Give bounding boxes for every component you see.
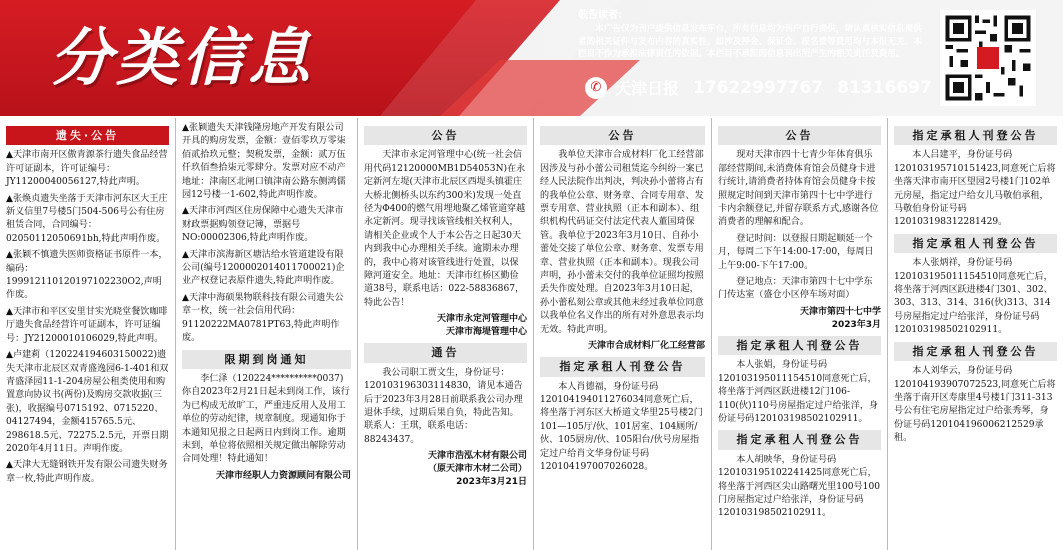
list-item: ▲张颖遗失天津钱隆房地产开发有限公司开具的购房发票，金额：壹佰零玖万零柒佰贰拾玖元整；契税发票，金额：贰万伍仟玖佰叁拾柒元零肆分。发票对应不动产地址：津南区北闸口镇津南公路东侧鸿儒园12号楼一1-602,特此声明作废。: [182, 123, 346, 201]
header-banner: [0, 0, 1063, 116]
list-item: ▲卢建莉（120224194603150022)遗失天津市北辰区双青盛逸园6-1-401和双青盛泽园11-1-204房屋公租类使用和购置意向协议书(两份)及购房交款收据(三张)，收据编号0715192、0715220、04127494，金额415765.5元、298618.5元、72275.2.5元，开票日期2020年4月11日。声明作废。: [6, 350, 169, 454]
list-item: ▲天津市南开区傲青源茶行遗失食品经营许可证副本，许可证编号：JY11200040056127,特此声明。: [6, 150, 168, 188]
brand-name: 天津日报: [615, 79, 680, 98]
notice-text: 我单位天津市合成材料厂化工经营部因涉及与孙小蕾公司租赁迄今纠纷一案已经人民法院作出判决，判决孙小蕾将占有的我单位公章、财务章、合同专用章、发票专用章、营业执照（正本和副本）、组织机构代码证交付法定代表人董国琦保管。我单位于2023年3月10日、自孙小蕾处交接了单位公章、财务章、发票专用章、营业执照（正本和副本）。现我公司声明，孙小蕾未交付的我单位证照均按照丢失作废处理。自2023年3月10日起，孙小蕾私刻公章或其他未经过我单位同意以我单位名义作出的所有对外意思表示均无效。特此声明。: [540, 150, 704, 335]
notice-text: 现对天津市四十七青少年体育俱乐部经营期间,未消费体育馆会员健身卡进行统计,请消费者持体育馆会员健身卡按照规定时间到天津市第四十七中学进行卡内余额登记,并留存联系方式,感谢各位消费者的理解和配合。: [718, 150, 879, 228]
notice-text: 本人张娟，身份证号码120103195011154510同意死亡后，将坐落于河西区跃进楼12门106-110(伙)110号房屋指定过户给张洋，身份证号码120103198502102911。: [718, 360, 879, 424]
phone-icon: ✆: [585, 77, 607, 99]
signature: 天津市第四十七中学: [799, 306, 881, 317]
page-title: 分类信息: [50, 21, 315, 94]
section-heading: 公告: [364, 126, 527, 145]
qr-code-icon[interactable]: [940, 10, 1036, 106]
signature: 天津市经职人力资源顾问有限公司: [215, 470, 351, 481]
list-item: ▲天津市滨海新区塘沽给水管道建设有限公司(编号1200002014011700021)企业产权登记表原件遗失,特此声明作废。: [182, 249, 345, 287]
signature: 天津市合成材料厂化工经营部: [587, 341, 705, 352]
section-heading: 指定承租人刊登公告: [718, 430, 881, 449]
reader-notice: [578, 6, 928, 61]
section-heading: 指定承租人刊登公告: [894, 234, 1057, 253]
section-heading: 指定承租人刊登公告: [540, 357, 705, 376]
notice-text: 天津市永定河管理中心(统一社会信用代码12120000MB1D54053N)在永定新河左堤(天津市北辰区西堤头镇霍庄大桥北侧桥头以东约300米)发现一处直径为Φ400的燃气用埋地聚乙烯管道穿越永定新河。现寻找该管线相关权利人，请相关企业或个人于本公告之日起30天内到我中心办理相关手续。逾期未办理的，我中心将对该管线进行处置，以保障河道安全。地址：天津市红桥区勤俭道38号，联系电话：022-58836867，特此公告！: [364, 150, 526, 308]
notice-text: 本人刘华云，身份证号码120104193907072523,同意死亡后将坐落于南开区寿康里4号楼1门311-313号公有住宅房屋指定过户给张秀琴，身份证号码120104196006212529承租。: [894, 366, 1056, 444]
notice-heading: 敬告读者：: [578, 10, 628, 21]
contact-row: [585, 76, 932, 99]
phone-number-1[interactable]: 17622997767: [693, 77, 824, 98]
signature: 天津市永定河管理中心: [436, 314, 527, 325]
column-announcements-3: [712, 118, 888, 550]
notice-body: 本广告仅为刊户提供信息发布平台，所有信息均为刊户自行提供，请认真核实信息提供者的相关证件与发布内容的真实性。如涉及押金、保证金、报名费等费用均与本报无关。本栏目不作为承担法律责任的依据。本栏目不承担因信息刊出所产生的相关责任及费用。: [578, 24, 922, 59]
registration-time: 登记时间：以登报日期起顺延一个月，每周二下午14:00-17:00，每周日上午9:00-下午17:00。: [718, 233, 874, 271]
registration-place: 登记地点：天津市第四十七中学东门传达室（盛仓小区停车场对面）: [718, 277, 873, 301]
section-heading: 指定承租人刊登公告: [894, 126, 1057, 145]
column-lost-notices-2: [176, 118, 358, 550]
phone-number-2[interactable]: 81316697: [837, 77, 932, 98]
column-announcements-2: [534, 118, 712, 550]
section-heading: 指定承租人刊登公告: [894, 342, 1057, 361]
notice-text: 本人肖德福，身份证号码120104194011276034同意死亡后，将坐落于河东区大桥道文华里25号楼2门101—105厅/伙、101居室、104厕所/伙、105厨房/伙、105阳台/伙号房屋指定过户给肖文华身份证号码120104197007026028。: [540, 381, 703, 472]
column-lost-notices: [0, 118, 176, 550]
section-heading: 遗失·公告: [6, 126, 169, 145]
list-item: ▲天津中海硕果物联科技有限公司遗失公章一枚，统一社会信用代码：91120222MA0781PT63,特此声明作废。: [182, 292, 344, 344]
column-announcements: [358, 118, 534, 550]
section-heading: 公告: [540, 126, 705, 145]
notice-text: 本人张炳祥，身份证号码120103195011154510同意死亡后，将坐落于河西区跃进楼4门301、302、303、313、314、316(伙)313、314号房屋指定过户给张洋，身份证号码120103198502102911。: [894, 258, 1053, 336]
signature: 天津市海堤管理中心: [445, 327, 527, 338]
list-item: ▲天津市河西区住房保障中心遗失天津市财政票据购领登记簿，票据号NO:00002306,特此声明作废。: [182, 206, 344, 244]
notice-text: 本人吕建平，身份证号码120103195710151423,同意死亡后将坐落天津市南开区望园2号楼1门102单元房屋，指定过户给女儿马敬伯承租，马敬伯身份证号码120103198312281429。: [894, 150, 1056, 228]
notice-text: 本人胡映华，身份证号码120103195102241425同意死亡后，将坐落于河西区尖山路曙光里100号100门房屋指定过户给张洋，身份证号码120103198502102911。: [718, 454, 881, 519]
section-heading: 限期到岗通知: [182, 350, 351, 369]
section-heading: 通告: [364, 343, 527, 362]
list-item: ▲天津大无缝钢铁开发有限公司遗失财务章一枚,特此声明作废。: [6, 460, 168, 484]
section-heading: 指定承租人刊登公告: [718, 336, 881, 355]
list-item: ▲张颖不慎遗失医师资格证书原件一本，编码：199912110120197102230O2,声明作废。: [6, 250, 168, 301]
signature-date: 2023年3月21日: [456, 477, 527, 488]
column-tenant-notices: [888, 118, 1063, 550]
section-heading: 公告: [718, 126, 881, 145]
list-item: ▲天津市和平区安里甘实光晓堂餐饮咖啡厅遗失食品经营许可证副本，许可证编号：JY21200010106029,特此声明。: [6, 306, 168, 344]
notice-text: 我公司职工贾文生，身份证号：120103196303114830，请见本通告后于2023年3月28日前联系我公司办理退休手续，过期后果自负，特此告知。联系人：王琪，联系电话：88243437。: [364, 367, 523, 445]
signature-date: 2023年3月: [831, 319, 881, 330]
list-item: ▲张焕贞遗失坐落于天津市河东区大王庄新义信里7号楼5门504-506号公有住房租赁合同，合同编号：02050112050691bh,特此声明作废。: [6, 193, 168, 244]
signature: 天津市浩泓木材有限公司: [427, 451, 527, 462]
notice-text: 李仁泽（120224**********0037)你自2023年2月21日起未到岗工作，该行为已构成无故旷工，严重违反用人及用工单位的劳动纪律，规章制度。现通知你于本通知见报之日起两日内到岗工作。逾期未到，单位将依照相关规定做出解除劳动合同处理！特此通知！: [182, 373, 350, 465]
signature: （原天津市木材二公司）: [427, 464, 527, 475]
